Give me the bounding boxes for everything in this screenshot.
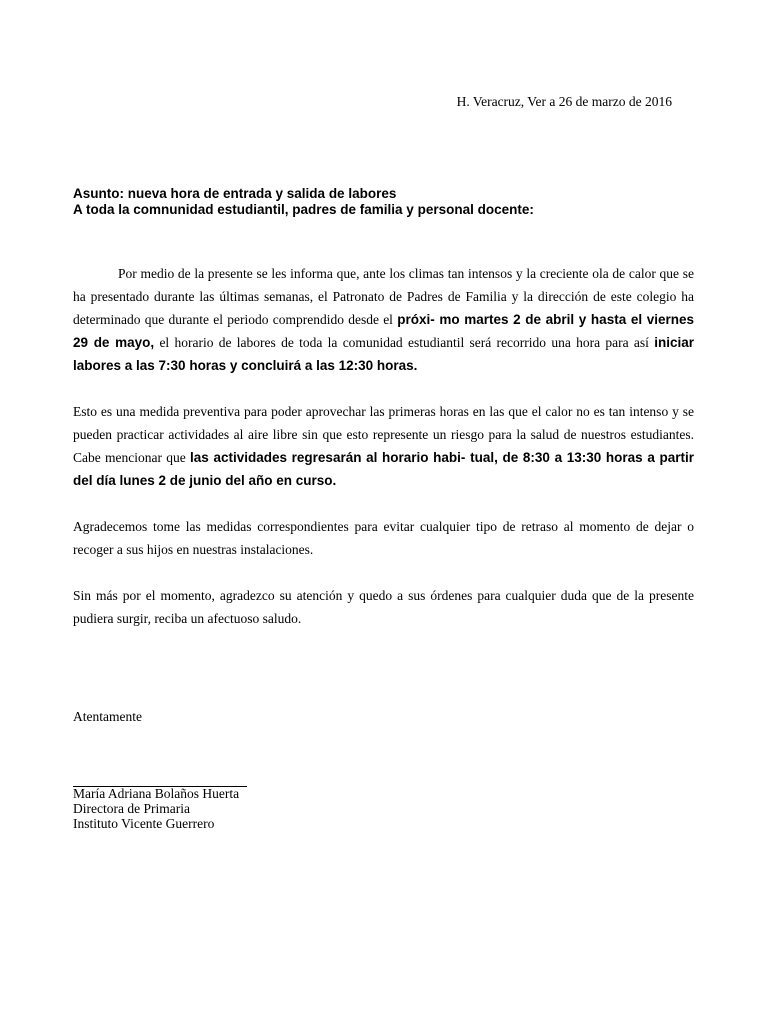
- paragraph-2-bold-schedule: las actividades regresarán al horario habi- tual, de 8:30 a 13:30 horas a partir del día lunes 2 de junio del año en curso.: [73, 450, 694, 488]
- paragraph-3: Agradecemos tome las medidas correspondientes para evitar cualquier tipo de retraso al momento de dejar o recoger a sus hijos en nuestras instalaciones.: [73, 519, 694, 557]
- paragraph-4: Sin más por el momento, agradezco su atención y quedo a sus órdenes para cualquier duda que de la presente pudiera surgir, reciba un afectuoso saludo.: [73, 588, 694, 626]
- signer-name: María Adriana Bolaños Huerta: [73, 786, 240, 801]
- closing-line: Atentamente: [73, 709, 142, 724]
- paragraph-1-text-a: Por medio de la presente se les informa que, ante los climas tan intensos y la creciente ola de calor que se ha presentado durante las últimas semanas, el Patronato de Padres de Familia y la dirección de este colegio ha determinado que durante el periodo comprendido desde el: [73, 266, 694, 327]
- signature-block: [73, 786, 239, 831]
- paragraph-1-bold-dates: próxi- mo martes 2 de abril y hasta el viernes 29 de mayo,: [73, 312, 695, 350]
- subject-line: Asunto: nueva hora de entrada y salida de labores: [73, 186, 397, 201]
- paragraph-2-text-a: Esto es una medida preventiva para poder aprovechar las primeras horas en las que el calor no es tan intenso y se pueden practicar actividades al aire libre sin que esto represente un riesgo para la salud de nuestros estudiantes. Cabe mencionar que: [73, 404, 694, 465]
- recipient-line: A toda la comnunidad estudiantil, padres de familia y personal docente:: [73, 202, 534, 217]
- subject-block: [73, 186, 693, 218]
- signer-institution: Instituto Vicente Guerrero: [73, 816, 215, 831]
- paragraph-1-text-b: el horario de labores de toda la comunidad estudiantil será recorrido una hora para así: [154, 335, 655, 350]
- date-line: H. Veracruz, Ver a 26 de marzo de 2016: [456, 94, 672, 109]
- signer-title: Directora de Primaria: [73, 801, 190, 816]
- paragraph-1: [73, 262, 694, 377]
- paragraph-2: [73, 400, 694, 492]
- paragraph-1-bold-hours: iniciar labores a las 7:30 horas y concluirá a las 12:30 horas.: [73, 335, 694, 373]
